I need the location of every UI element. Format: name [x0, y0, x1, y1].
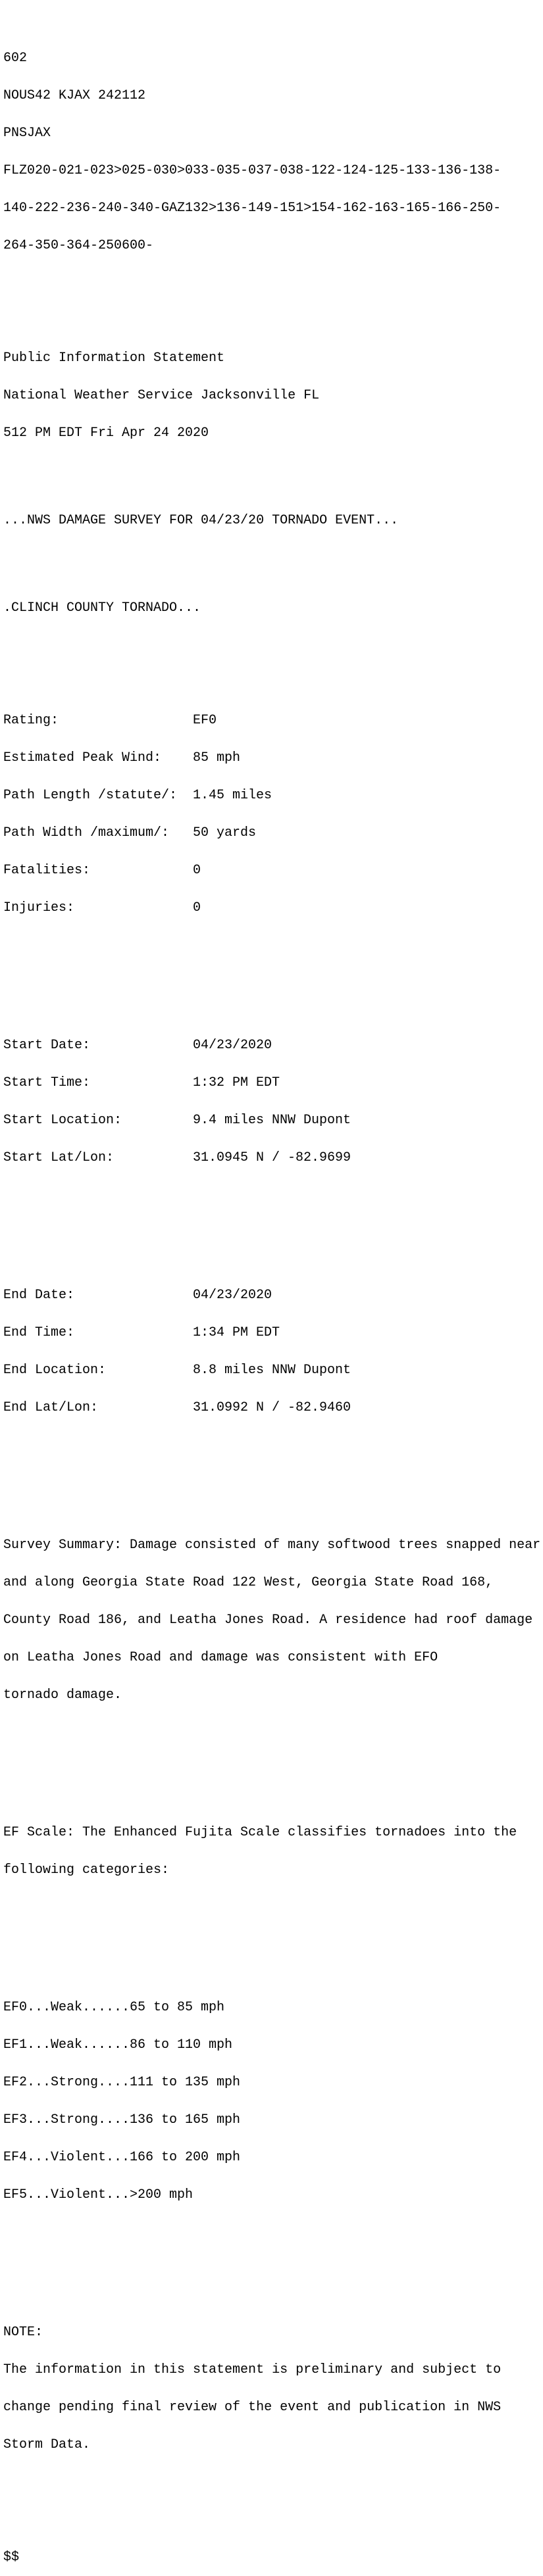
field-label: End Date: [3, 1288, 75, 1303]
blank-line [3, 1214, 543, 1227]
field-label: Start Location: [3, 1113, 122, 1128]
rating-fields [3, 689, 543, 939]
summary-line: on Leatha Jones Road and damage was consistent with EFO [3, 1650, 438, 1665]
ef-intro-line: EF Scale: The Enhanced Fujita Scale classifies tornadoes into the [3, 1825, 517, 1840]
note-section [3, 2301, 543, 2476]
note-line: The information in this statement is preliminary and subject to [3, 2362, 502, 2377]
field-path-width [3, 827, 543, 839]
wmo-heading-line: NOUS42 KJAX 242112 [3, 88, 146, 103]
survey-summary [3, 1514, 543, 1726]
field-value: 8.8 miles NNW Dupont [193, 1363, 351, 1378]
field-value: 1:34 PM EDT [193, 1325, 280, 1340]
field-start-location [3, 1114, 543, 1127]
field-value: 1.45 miles [193, 788, 272, 803]
issue-time: 512 PM EDT Fri Apr 24 2020 [3, 425, 209, 441]
field-value: 31.0945 N / -82.9699 [193, 1150, 351, 1165]
field-value: EF0 [193, 713, 217, 728]
field-end-date [3, 1289, 543, 1301]
blank-line [3, 639, 543, 652]
blank-line [3, 302, 543, 314]
field-label: Path Length /statute/: [3, 788, 178, 803]
awips-id-line: PNSJAX [3, 126, 51, 141]
blank-line [3, 1464, 543, 1476]
field-start-date [3, 1039, 543, 1052]
ugc-line: 264-350-364-250600- [3, 238, 154, 253]
ef-scale-item: EF2...Strong....111 to 135 mph [3, 2075, 241, 2090]
blank-line [3, 2501, 543, 2514]
field-label: Start Time: [3, 1075, 91, 1090]
ef-scale-item: EF5...Violent...>200 mph [3, 2187, 194, 2202]
field-end-location [3, 1364, 543, 1376]
blank-line [3, 464, 543, 477]
field-fatalities [3, 864, 543, 877]
field-label: End Time: [3, 1325, 75, 1340]
field-value: 9.4 miles NNW Dupont [193, 1113, 351, 1128]
blank-line [3, 964, 543, 977]
blank-line [3, 552, 543, 564]
summary-line: Survey Summary: Damage consisted of many softwood trees snapped near [3, 1538, 541, 1553]
product-id-line: 602 [3, 51, 28, 66]
summary-line: and along Georgia State Road 122 West, Georgia State Road 168, [3, 1575, 494, 1590]
field-rating [3, 714, 543, 727]
issuing-office: National Weather Service Jacksonville FL [3, 388, 320, 403]
headline: ...NWS DAMAGE SURVEY FOR 04/23/20 TORNADO EVENT... [3, 513, 399, 528]
blank-line [3, 1751, 543, 1764]
field-value: 31.0992 N / -82.9460 [193, 1400, 351, 1415]
field-label: End Location: [3, 1363, 107, 1378]
blank-line [3, 1926, 543, 1939]
ef-scale-item: EF1...Weak......86 to 110 mph [3, 2037, 233, 2053]
field-value: 0 [193, 863, 201, 878]
field-label: Injuries: [3, 900, 75, 915]
ugc-line: 140-222-236-240-340-GAZ132>136-149-151>154-162-163-165-166-250- [3, 201, 502, 216]
field-label: Rating: [3, 713, 59, 728]
field-label: Start Lat/Lon: [3, 1150, 115, 1165]
ef-scale-list [3, 1976, 543, 2226]
pns-document [3, 2, 543, 2576]
end-fields [3, 1264, 543, 1439]
ef-scale-item: EF0...Weak......65 to 85 mph [3, 2000, 225, 2015]
summary-line: County Road 186, and Leatha Jones Road. A residence had roof damage [3, 1613, 533, 1628]
end-of-product-marker: $$ [3, 2550, 20, 2565]
note-line: Storm Data. [3, 2437, 91, 2452]
field-end-latlon [3, 1401, 543, 1414]
ef-scale-intro [3, 1801, 543, 1901]
blank-line [3, 2251, 543, 2264]
field-value: 0 [193, 900, 201, 915]
field-start-latlon [3, 1152, 543, 1164]
field-label: Path Width /maximum/: [3, 825, 170, 840]
field-value: 04/23/2020 [193, 1038, 272, 1053]
field-value: 1:32 PM EDT [193, 1075, 280, 1090]
field-injuries [3, 902, 543, 914]
field-start-time [3, 1077, 543, 1089]
field-label: End Lat/Lon: [3, 1400, 99, 1415]
field-value: 50 yards [193, 825, 257, 840]
ugc-line: FLZ020-021-023>025-030>033-035-037-038-122-124-125-133-136-138- [3, 163, 502, 178]
start-fields [3, 1014, 543, 1189]
field-label: Estimated Peak Wind: [3, 750, 162, 766]
field-value: 04/23/2020 [193, 1288, 272, 1303]
field-label: Fatalities: [3, 863, 91, 878]
ef-scale-item: EF4...Violent...166 to 200 mph [3, 2150, 241, 2165]
field-peak-wind [3, 752, 543, 764]
field-value: 85 mph [193, 750, 241, 766]
ef-scale-item: EF3...Strong....136 to 165 mph [3, 2112, 241, 2127]
note-label: NOTE: [3, 2325, 43, 2340]
field-end-time [3, 1326, 543, 1339]
note-line: change pending final review of the event and publication in NWS [3, 2400, 502, 2415]
section-title: .CLINCH COUNTY TORNADO... [3, 600, 201, 616]
wmo-header [3, 27, 543, 277]
field-label: Start Date: [3, 1038, 91, 1053]
summary-line: tornado damage. [3, 1688, 122, 1703]
statement-title: Public Information Statement [3, 351, 225, 366]
field-path-length [3, 789, 543, 802]
ef-intro-line: following categories: [3, 1862, 170, 1878]
